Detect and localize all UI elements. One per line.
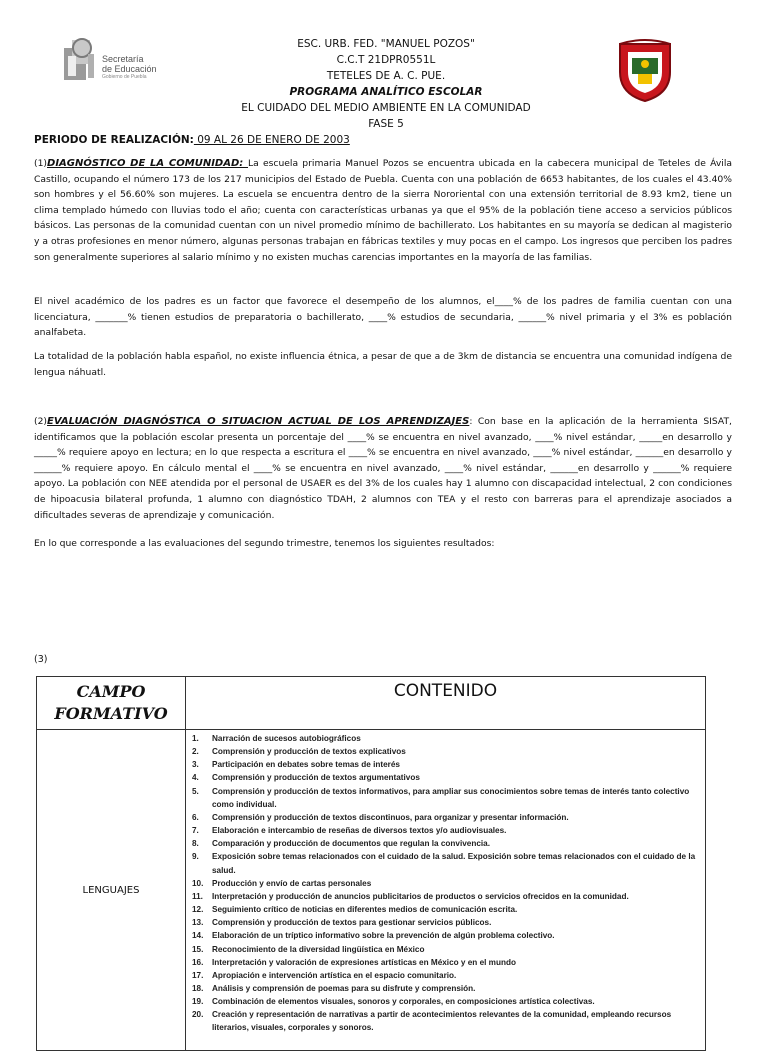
trimestre-paragraph: En lo que corresponde a las evaluaciones del segundo trimestre, tenemos los siguientes resultados: bbox=[34, 538, 495, 549]
list-item bbox=[190, 969, 701, 982]
school-shield-icon bbox=[614, 38, 676, 104]
list-item-text: Participación en debates sobre temas de interés bbox=[212, 760, 400, 770]
list-item-text: Interpretación y producción de anuncios publicitarios de productos o servicios ofrecidos en la comunidad. bbox=[212, 891, 629, 901]
periodo-value: 09 AL 26 DE ENERO DE 2003 bbox=[193, 134, 350, 146]
contenidos-table bbox=[36, 676, 706, 1051]
list-item bbox=[190, 956, 701, 969]
diagnostico-number: (1) bbox=[34, 158, 48, 169]
list-item bbox=[190, 982, 701, 995]
list-item bbox=[190, 771, 701, 784]
list-item bbox=[190, 785, 701, 811]
list-item-text: Elaboración de un tríptico informativo sobre la prevención de algún problema colectivo. bbox=[212, 931, 555, 941]
list-item-number: 5. bbox=[192, 786, 199, 796]
list-item bbox=[190, 890, 701, 903]
list-item bbox=[190, 995, 701, 1008]
list-item-text: Seguimiento crítico de noticias en diferentes medios de comunicación escrita. bbox=[212, 905, 518, 915]
list-item bbox=[190, 811, 701, 824]
list-item-text: Interpretación y valoración de expresiones artísticas en México y en el mundo bbox=[212, 957, 516, 967]
evaluacion-number: (2) bbox=[34, 416, 48, 427]
list-item-number: 17. bbox=[192, 970, 204, 980]
list-item-text: Análisis y comprensión de poemas para su disfrute y comprensión. bbox=[212, 983, 476, 993]
list-item bbox=[190, 837, 701, 850]
nivel-academico-paragraph: El nivel académico de los padres es un factor que favorece el desempeño de los alumnos, el____% de los padres de familia cuentan con una licenciatura, _______% tienen estudios de preparatoria o bachillerato, ____% estudios de secundaria, ______% nivel primaria y el 3% es población analfabeta. bbox=[34, 296, 732, 339]
list-item-number: 6. bbox=[192, 812, 199, 822]
contenido-list bbox=[190, 732, 701, 1035]
list-item-number: 10. bbox=[192, 878, 204, 888]
list-item-text: Apropiación e intervención artística en el espacio comunitario. bbox=[212, 970, 457, 980]
list-item bbox=[190, 929, 701, 942]
list-item-text: Comprensión y producción de textos informativos, para ampliar sus conocimientos sobre temas de interés tanto colectivo como individual. bbox=[212, 786, 690, 809]
list-item-number: 1. bbox=[192, 734, 199, 743]
project-title: EL CUIDADO DEL MEDIO AMBIENTE EN LA COMUNIDAD bbox=[241, 102, 531, 114]
evaluacion-text: : Con base en la aplicación de la herramienta SISAT, identificamos que la población escolar presenta un porcentaje del ____% se encuentra en nivel avanzado, ____% nivel estándar, _____en desarrollo y _____% requiere apoyo en lectura; en lo que respecta a escritura el ____% se encuentra en nivel avanzado, ____% nivel estándar, ______en desarrollo y ______% requiere apoyo. En cálculo mental el ____% se encuentra en nivel avanzado, ____% nivel estándar, ______en desarrollo y ______% requiere apoyo. La población con NEE atendida por el personal de USAER es del 3% de los cuales hay 1 alumno con discapacidad intelectual, 2 con condiciones de hipoacusia bilateral profunda, 1 alumno con diagnóstico TDAH, 2 alumnos con TEA y el resto con barreras para el aprendizaje asociados a dificultades severas de aprendizaje y comunicación. bbox=[34, 416, 732, 521]
list-item bbox=[190, 758, 701, 771]
table-row bbox=[37, 730, 706, 1051]
list-item-text: Exposición sobre temas relacionados con el cuidado de la salud. Exposición sobre temas relacionados con el cuidado de la salud. bbox=[212, 852, 696, 875]
list-item-number: 20. bbox=[192, 1010, 204, 1020]
periodo-realizacion bbox=[34, 134, 350, 146]
sep-logo bbox=[62, 32, 172, 88]
periodo-label: PERIODO DE REALIZACIÓN: bbox=[34, 134, 194, 146]
list-item bbox=[190, 903, 701, 916]
list-item bbox=[190, 745, 701, 758]
list-item-text: Comprensión y producción de textos explicativos bbox=[212, 747, 406, 757]
list-item bbox=[190, 732, 701, 745]
campo-formativo-cell: LENGUAJES bbox=[37, 730, 186, 1051]
program-title: PROGRAMA ANALÍTICO ESCOLAR bbox=[289, 86, 483, 98]
list-item-text: Reconocimiento de la diversidad lingüística en México bbox=[212, 944, 425, 954]
phase-label: FASE 5 bbox=[368, 118, 404, 130]
list-item-number: 4. bbox=[192, 773, 199, 783]
list-item-number: 12. bbox=[192, 905, 204, 915]
list-item-text: Comprensión y producción de textos discontinuos, para organizar y presentar información. bbox=[212, 812, 569, 822]
sep-logo-line1: Secretaría bbox=[102, 54, 144, 64]
list-item bbox=[190, 824, 701, 837]
list-item-text: Creación y representación de narrativas a partir de acontecimientos relevantes de la comunidad, empleando recursos literarios, visuales, corporales y sonoros. bbox=[212, 1010, 672, 1033]
list-item bbox=[190, 1008, 701, 1034]
list-item-number: 18. bbox=[192, 983, 204, 993]
sep-logo-line2: de Educación bbox=[102, 64, 157, 74]
contenido-cell bbox=[186, 730, 706, 1051]
list-item-text: Elaboración e intercambio de reseñas de diversos textos y/o audiovisuales. bbox=[212, 826, 507, 836]
list-item-text: Producción y envío de cartas personales bbox=[212, 878, 372, 888]
list-item-number: 2. bbox=[192, 747, 199, 757]
list-item bbox=[190, 916, 701, 929]
list-item-text: Combinación de elementos visuales, sonoros y corporales, en composiciones artística colectivas. bbox=[212, 997, 595, 1007]
sep-emblem-icon bbox=[62, 34, 98, 82]
school-cct: C.C.T 21DPR0551L bbox=[336, 54, 436, 66]
table-header-row bbox=[37, 677, 706, 730]
list-item-number: 13. bbox=[192, 918, 204, 928]
diagnostico-paragraph bbox=[34, 156, 732, 265]
list-item-text: Narración de sucesos autobiográficos bbox=[212, 734, 361, 743]
list-item-number: 15. bbox=[192, 944, 204, 954]
list-item bbox=[190, 850, 701, 876]
section-3-number: (3) bbox=[34, 654, 48, 665]
list-item-text: Comparación y producción de documentos que regulan la convivencia. bbox=[212, 839, 490, 849]
school-name: ESC. URB. FED. "MANUEL POZOS" bbox=[297, 38, 475, 50]
list-item-text: Comprensión y producción de textos argumentativos bbox=[212, 773, 420, 783]
lengua-paragraph: La totalidad de la población habla español, no existe influencia étnica, a pesar de que a de 3km de distancia se encuentra una comunidad indígena de lengua náhuatl. bbox=[34, 351, 732, 378]
list-item-number: 14. bbox=[192, 931, 204, 941]
list-item bbox=[190, 943, 701, 956]
diagnostico-text: La escuela primaria Manuel Pozos se encuentra ubicada en la cabecera municipal de Teteles de Ávila Castillo, ocupando el número 173 de los 217 municipios del Estado de Puebla. Cuenta con una población de 6653 habitantes, de los cuales el 43.40% son hombres y el 56.60% son mujeres. La escuela se encuentra dentro de la sierra Nororiental con una extensión territorial de 8.93 km2, tiene un clima templado húmedo con lluvias todo el año; cuenta con características urbanas ya que el 95% de la población tiene acceso a servicios públicos básicos. Las personas de la comunidad cuentan con un nivel promedio mínimo de bachillerato. Los habitantes en su mayoría se dedican al magisterio y a otras profesiones en menor número, algunas personas trabajan en fábricas textiles y muy pocas en el campo. Los ingresos que perciben los padres son generalmente superiores al salario mínimo y no existen muchas carencias importantes en la mayoría de las familias. bbox=[34, 158, 733, 263]
list-item-number: 19. bbox=[192, 997, 204, 1007]
sep-logo-text bbox=[102, 54, 157, 81]
list-item-number: 7. bbox=[192, 826, 199, 836]
list-item-number: 3. bbox=[192, 760, 199, 770]
diagnostico-title: DIAGNÓSTICO DE LA COMUNIDAD: bbox=[47, 158, 249, 169]
list-item-text: Comprensión y producción de textos para gestionar servicios públicos. bbox=[212, 918, 492, 928]
list-item-number: 8. bbox=[192, 839, 199, 849]
evaluacion-title: EVALUACIÓN DIAGNÓSTICA O SITUACION ACTUAL DE LOS APRENDIZAJES bbox=[47, 416, 470, 427]
list-item-number: 11. bbox=[192, 891, 203, 901]
list-item-number: 16. bbox=[192, 957, 204, 967]
evaluacion-paragraph bbox=[34, 414, 732, 523]
school-location: TETELES DE A. C. PUE. bbox=[326, 70, 446, 82]
sep-logo-line3: Gobierno de Puebla bbox=[102, 74, 147, 80]
header-campo-formativo: CAMPO FORMATIVO bbox=[37, 677, 186, 730]
list-item-number: 9. bbox=[192, 852, 199, 862]
list-item bbox=[190, 877, 701, 890]
header-contenido: CONTENIDO bbox=[186, 677, 706, 730]
